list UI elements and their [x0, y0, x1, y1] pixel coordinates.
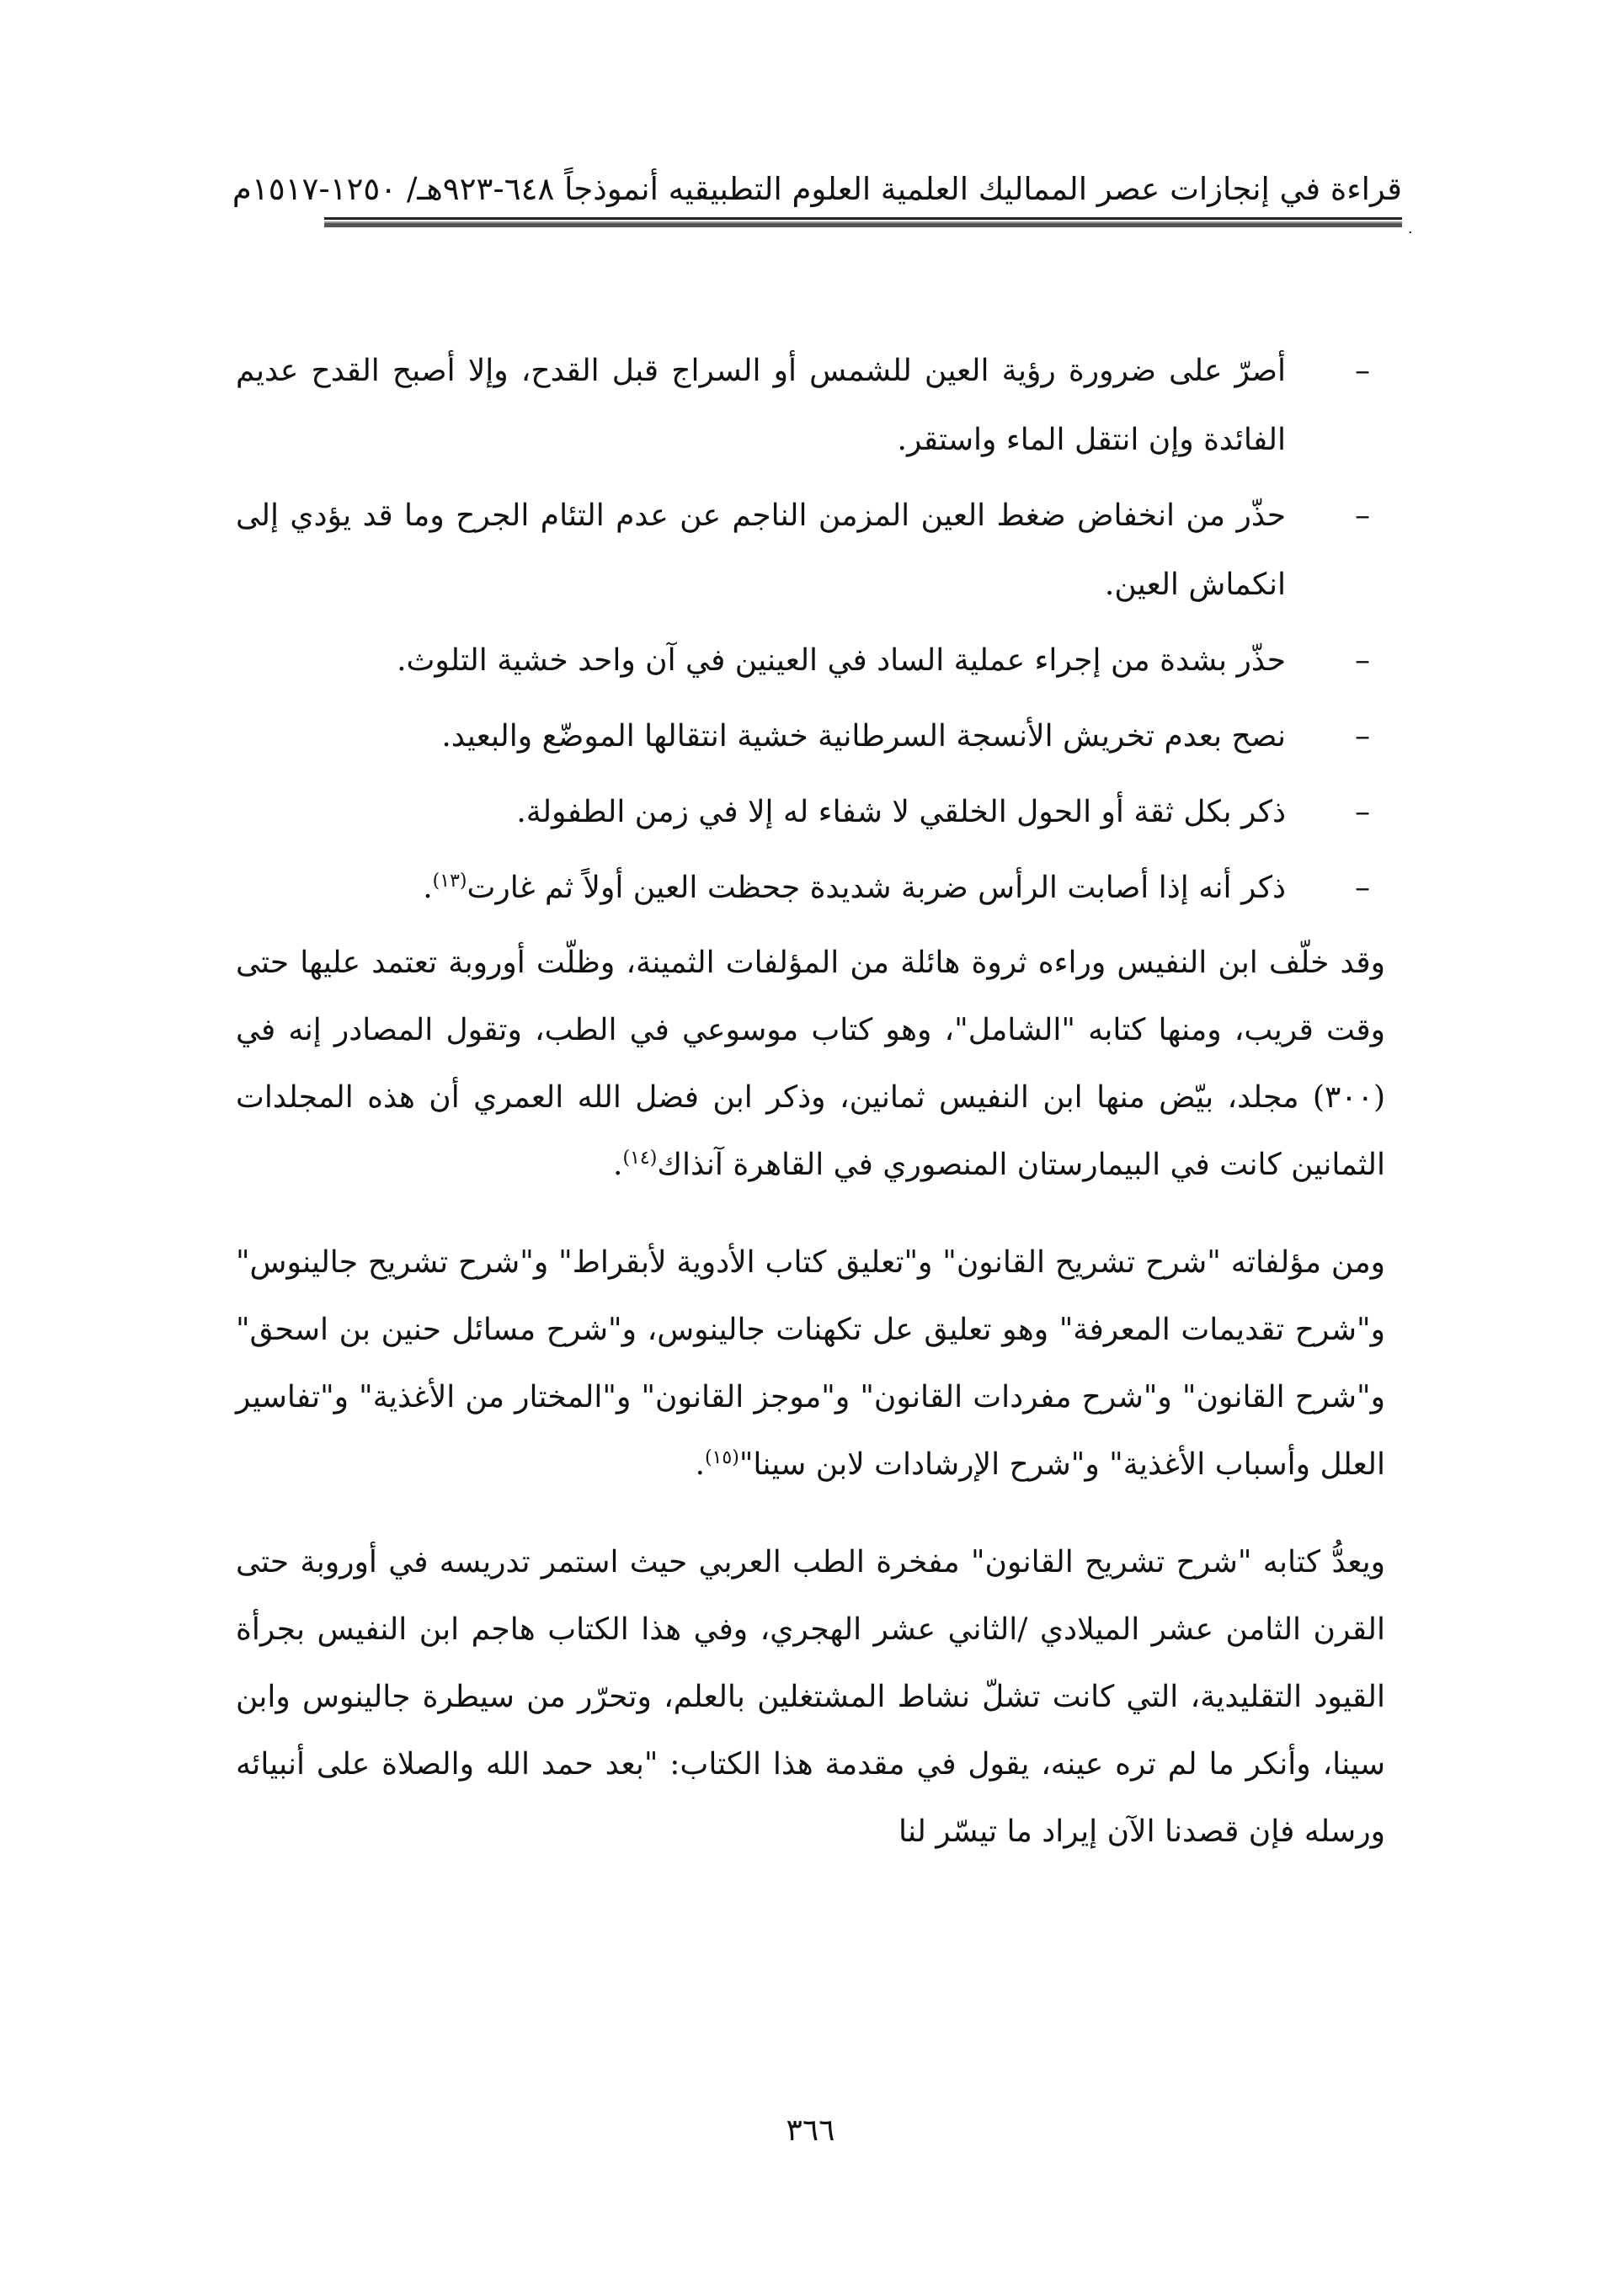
- header-rule: [324, 217, 1402, 227]
- paragraph: [236, 1229, 1385, 1499]
- list-item: [236, 626, 1385, 695]
- paragraph-text: ومن مؤلفاته "شرح تشريح القانون" و"تعليق كتاب الأدوية لأبقراط" و"شرح تشريح جالينوس" و"شرح تقديمات المعرفة" وهو تعليق عل تكهنات جالينوس، و"شرح مسائل حنين بن اسحق" و"شرح القانون" و"شرح مفردات القانون" و"موجز القانون" و"المختار من الأغذية" و"تفاسير العلل وأسباب الأغذية" و"شرح الإرشادات لابن سينا": [236, 1245, 1385, 1482]
- bullet-list: [236, 337, 1385, 923]
- body-text: [236, 337, 1385, 1896]
- list-item-text: ذكر بكل ثقة أو الحول الخلقي لا شفاء له إلا في زمن الطفولة.: [516, 795, 1286, 829]
- footnote-ref: (١٤): [622, 1148, 658, 1169]
- paragraph-text: وقد خلّف ابن النفيس وراءه ثروة هائلة من المؤلفات الثمينة، وظلّت أوروبة تعتمد عليها حتى وقت قريب، ومنها كتابه "الشامل"، وهو كتاب موسوعي في الطب، وتقول المصادر إنه في (٣٠٠) مجلد، بيّض منها ابن النفيس ثمانين، وذكر ابن فضل الله العمري أن هذه المجلدات الثمانين كانت في البيمارستان المنصوري في القاهرة آنذاك: [236, 946, 1385, 1182]
- running-header: قراءة في إنجازات عصر المماليك العلمية العلوم التطبيقيه أنموذجاً ٦٤٨-٩٢٣هـ/ ١٢٥٠-١٥١٧م: [232, 171, 1402, 207]
- sentence-end: .: [613, 1148, 623, 1182]
- list-item-text: ذكر أنه إذا أصابت الرأس ضربة شديدة جحظت العين أولاً ثم غارت: [467, 871, 1286, 905]
- dash-marker: –: [1355, 795, 1370, 829]
- dash-marker: –: [1355, 498, 1370, 533]
- list-item-text: حذّر من انخفاض ضغط العين المزمن الناجم عن عدم التئام الجرح وما قد يؤدي إلى انكماش العين.: [236, 498, 1286, 602]
- dash-marker: –: [1355, 719, 1370, 754]
- footnote-ref: (١٥): [705, 1447, 739, 1468]
- list-item: [236, 482, 1385, 620]
- list-item: [236, 337, 1385, 475]
- dash-marker: –: [1355, 643, 1370, 678]
- corner-mark: ·: [1408, 224, 1413, 242]
- paragraph: [236, 930, 1385, 1199]
- page-number: ٣٦٦: [786, 2113, 835, 2148]
- list-item-text: نصح بعدم تخريش الأنسجة السرطانية خشية انتقالها الموضّع والبعيد.: [441, 719, 1286, 754]
- paragraph: [236, 1529, 1385, 1866]
- list-item: [236, 778, 1385, 847]
- footnote-ref: (١٣): [432, 871, 467, 892]
- list-item: [236, 702, 1385, 771]
- dash-marker: –: [1355, 354, 1370, 388]
- paragraph-text: ويعدُّ كتابه "شرح تشريح القانون" مفخرة الطب العربي حيث استمر تدريسه في أوروبة حتى القرن الثامن عشر الميلادي /الثاني عشر الهجري، وفي هذا الكتاب هاجم ابن النفيس بجرأة القيود التقليدية، التي كانت تشلّ نشاط المشتغلين بالعلم، وتحرّر من سيطرة جالينوس وابن سينا، وأنكر ما لم تره عينه، يقول في مقدمة هذا الكتاب: "بعد حمد الله والصلاة على أنبيائه ورسله فإن قصدنا الآن إيراد ما تيسّر لنا: [236, 1545, 1385, 1849]
- list-item-text: أصرّ على ضرورة رؤية العين للشمس أو السراج قبل القدح، وإلا أصبح القدح عديم الفائدة وإن انتقل الماء واستقر.: [236, 354, 1286, 457]
- sentence-end: .: [423, 871, 433, 905]
- dash-marker: –: [1355, 871, 1370, 905]
- list-item: [236, 854, 1385, 923]
- list-item-text: حذّر بشدة من إجراء عملية الساد في العينين في آن واحد خشية التلوث.: [397, 643, 1286, 678]
- sentence-end: .: [695, 1447, 706, 1482]
